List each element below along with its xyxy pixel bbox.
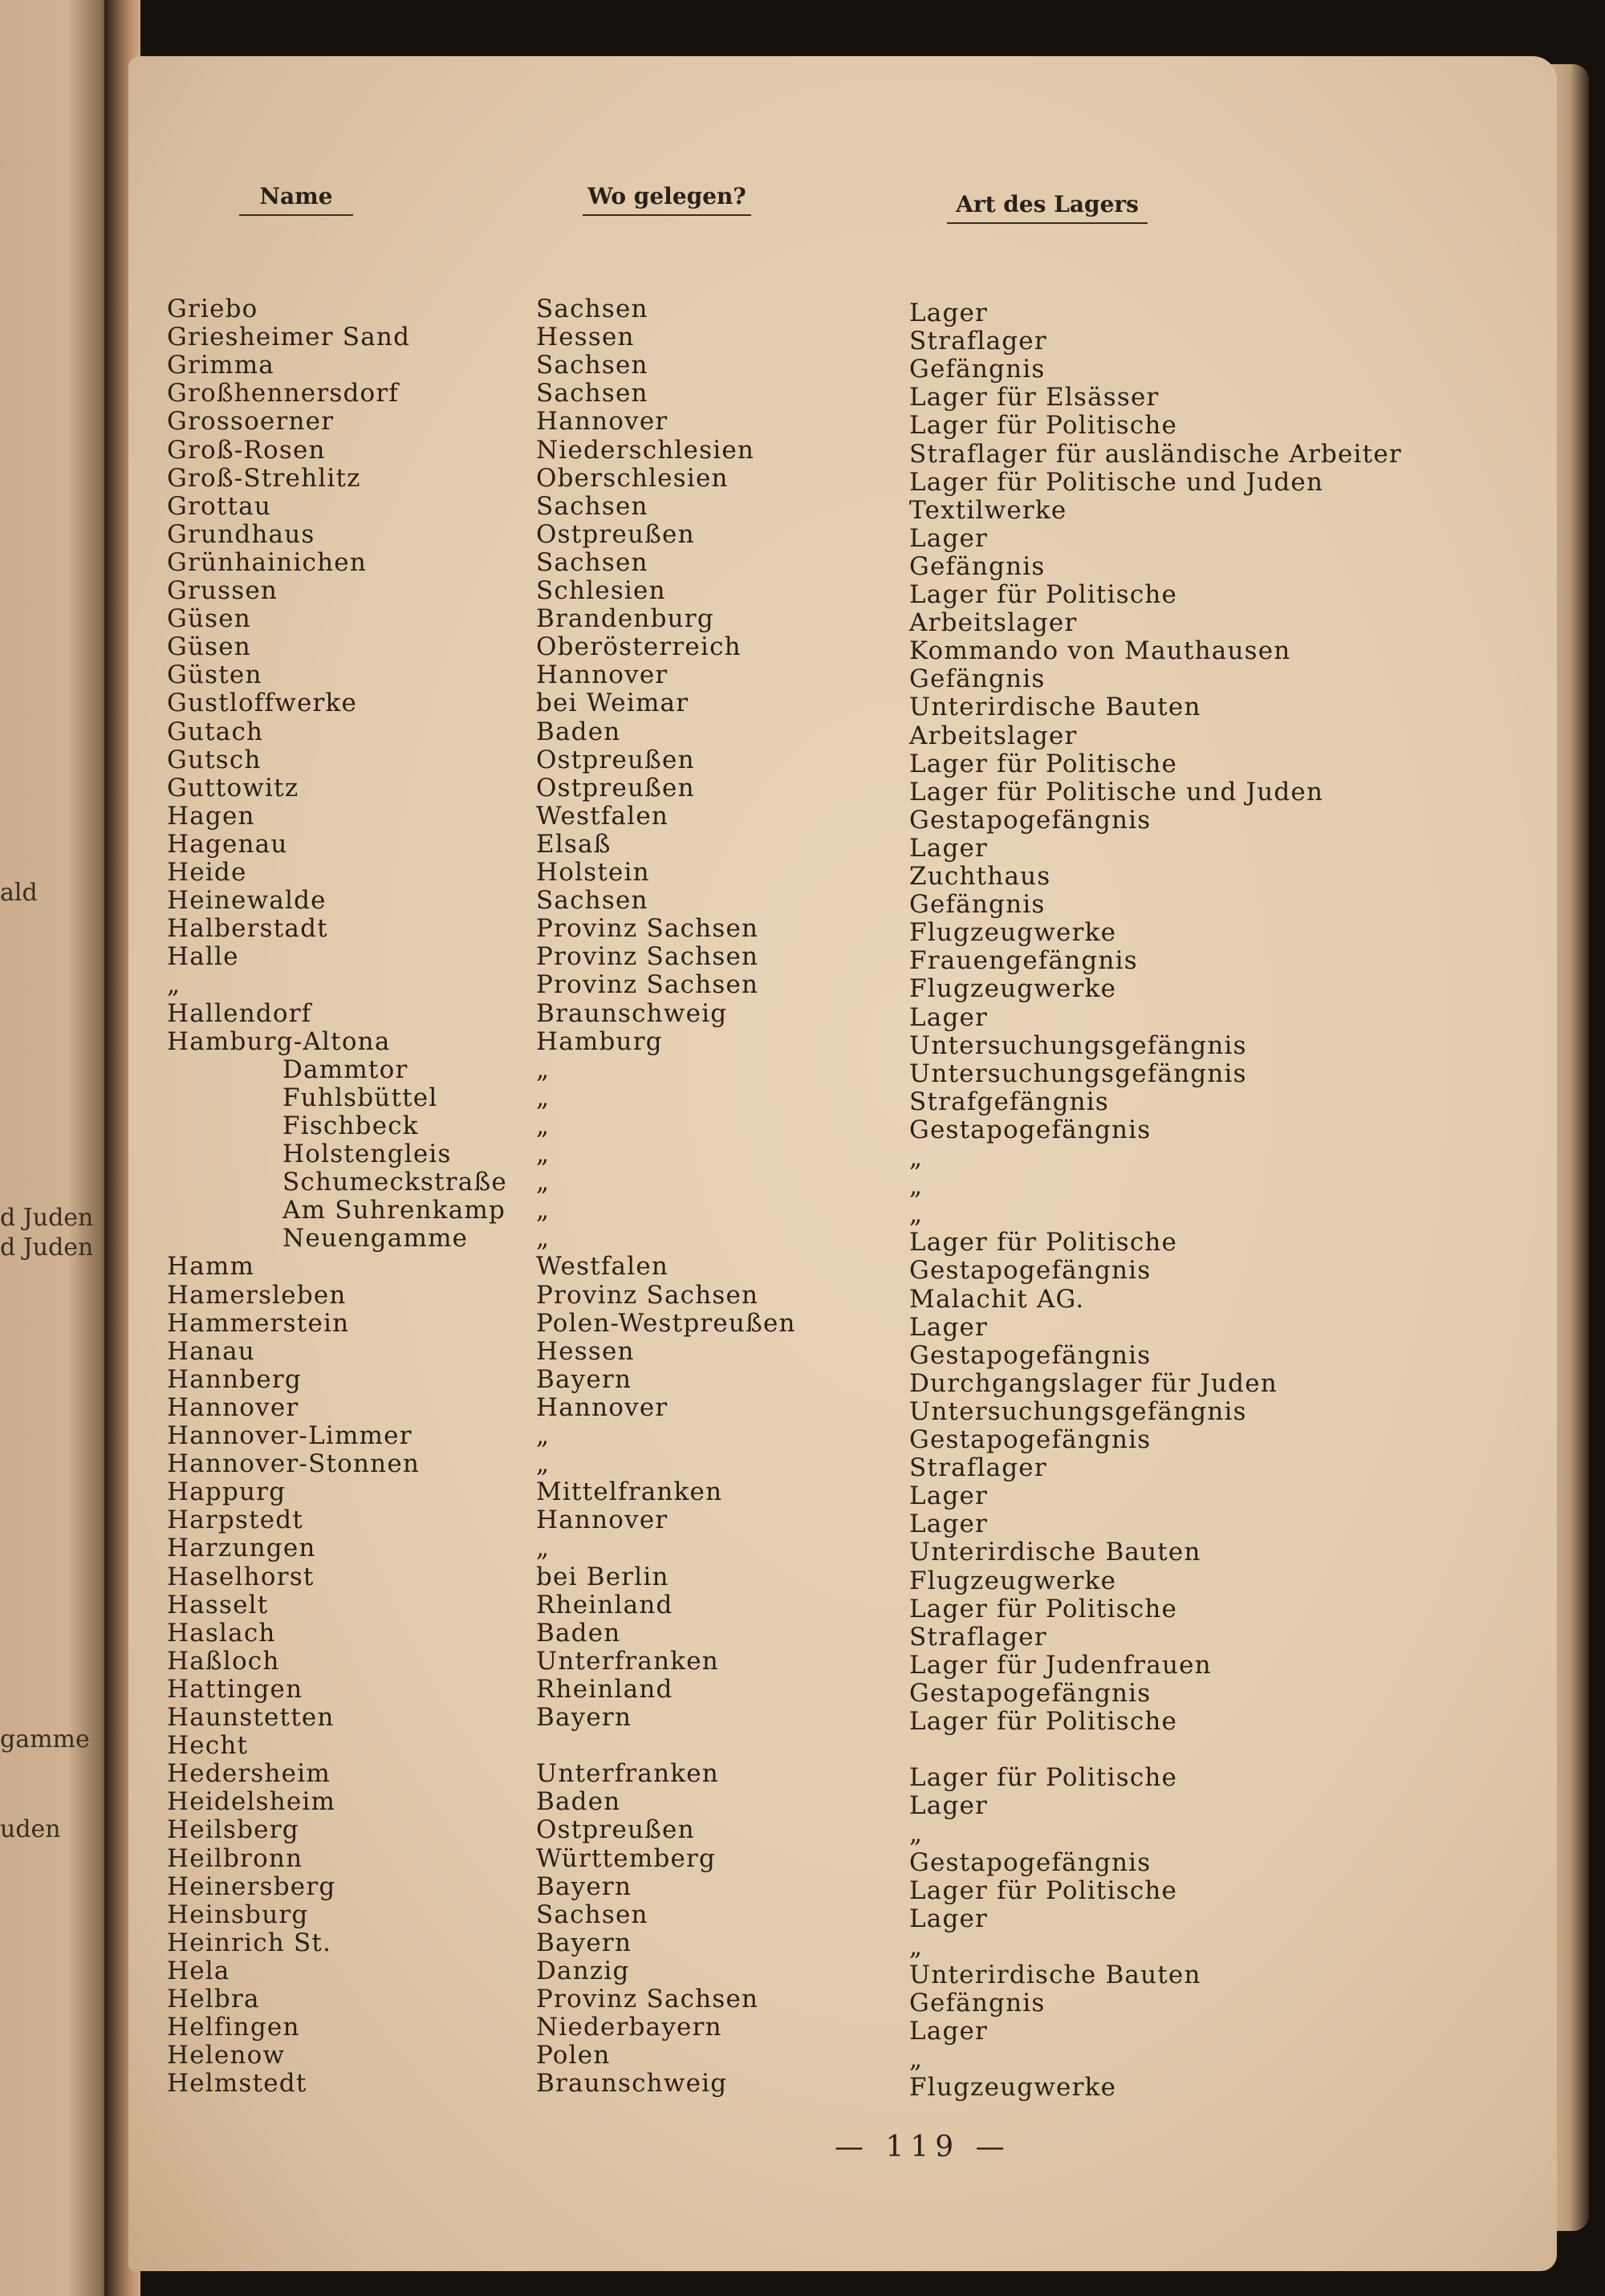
cell-name: Hasselt (167, 1591, 269, 1619)
cell-type: Untersuchungsgefängnis (909, 1031, 1247, 1060)
cell-location: Schlesien (536, 576, 666, 605)
cell-type: Lager für Politische (909, 411, 1178, 440)
cell-location: Württemberg (536, 1844, 717, 1873)
cell-location: Ostpreußen (536, 1815, 695, 1844)
cell-type: Lager für Elsässer (909, 383, 1160, 412)
cell-name: Harzungen (167, 1534, 316, 1562)
cell-type: Gestapogefängnis (909, 1341, 1152, 1370)
cell-type: Strafgefängnis (909, 1087, 1110, 1116)
cell-name: Gutsch (167, 746, 262, 774)
cell-name: Hamburg-Altona (167, 1027, 391, 1056)
cell-type: Lager (909, 1481, 989, 1510)
cell-name: Heinewalde (167, 886, 327, 915)
cell-type: Lager für Politische und Juden (909, 778, 1324, 807)
cell-location: Provinz Sachsen (536, 1985, 759, 2014)
cell-name: Neuengamme (282, 1224, 469, 1253)
cell-location: „ (536, 1055, 551, 1084)
cell-name: Hannberg (167, 1365, 302, 1394)
cell-type: Lager für Politische (909, 1763, 1178, 1792)
cell-type: Gefängnis (909, 552, 1046, 581)
cell-type: Flugzeugwerke (909, 918, 1117, 947)
cell-type: Gestapogefängnis (909, 1425, 1152, 1454)
cell-type: Gefängnis (909, 664, 1046, 693)
cell-location: Bayern (536, 1872, 632, 1901)
cell-name: Hannover-Limmer (167, 1421, 412, 1450)
cell-type: Lager für Politische (909, 1228, 1178, 1257)
cell-location: „ (536, 1224, 551, 1253)
left-page-fragment: ald (0, 879, 38, 907)
cell-location: Polen-Westpreußen (536, 1309, 796, 1338)
left-page-fragment: d Juden (0, 1233, 94, 1262)
cell-location: Hessen (536, 1337, 635, 1366)
cell-name: Hela (167, 1957, 230, 1985)
cell-name: Heidelsheim (167, 1787, 336, 1816)
cell-location: Niederschlesien (536, 436, 755, 465)
cell-location: Hamburg (536, 1027, 663, 1056)
header-type: Art des Lagers (947, 191, 1148, 224)
cell-type: Malachit AG. (909, 1285, 1085, 1314)
cell-location: Baden (536, 1787, 621, 1816)
cell-location: Unterfranken (536, 1647, 719, 1676)
cell-name: Heide (167, 858, 247, 887)
cell-location: Ostpreußen (536, 774, 695, 803)
cell-name: Haselhorst (167, 1562, 315, 1591)
cell-name: Hamm (167, 1252, 255, 1281)
cell-name: Haunstetten (167, 1703, 335, 1732)
cell-name: Groß-Rosen (167, 436, 326, 465)
cell-type: Gestapogefängnis (909, 1256, 1152, 1285)
cell-location: Hannover (536, 1506, 668, 1534)
cell-type: Kommando von Mauthausen (909, 636, 1291, 665)
cell-location: Hannover (536, 407, 668, 436)
cell-name: Harpstedt (167, 1506, 303, 1534)
cell-location: Ostpreußen (536, 520, 695, 549)
cell-name: Happurg (167, 1477, 286, 1506)
cell-location: Provinz Sachsen (536, 914, 759, 943)
cell-location: „ (536, 1449, 551, 1478)
cell-location: „ (536, 1111, 551, 1140)
cell-type: Zuchthaus (909, 862, 1051, 891)
cell-name: Heilsberg (167, 1815, 299, 1844)
cell-location: Unterfranken (536, 1759, 719, 1788)
cell-location: „ (536, 1168, 551, 1197)
cell-type: Arbeitslager (909, 608, 1078, 637)
cell-location: Provinz Sachsen (536, 970, 759, 999)
cell-location: Baden (536, 717, 621, 746)
cell-name: Fuhlsbüttel (282, 1083, 438, 1112)
cell-type: Untersuchungsgefängnis (909, 1397, 1247, 1426)
cell-type: Untersuchungsgefängnis (909, 1059, 1247, 1088)
cell-name: Halle (167, 942, 239, 971)
cell-name: Grundhaus (167, 520, 315, 549)
cell-name: Heinersberg (167, 1872, 336, 1901)
cell-type: Gefängnis (909, 355, 1046, 384)
cell-location: Holstein (536, 858, 650, 887)
cell-type: Unterirdische Bauten (909, 1538, 1201, 1567)
cell-location: Westfalen (536, 802, 669, 831)
cell-name: Holstengleis (282, 1140, 452, 1168)
cell-location: Bayern (536, 1365, 632, 1394)
cell-location: Niederbayern (536, 2013, 722, 2042)
page-number: — 119 — (835, 2131, 1011, 2164)
cell-type: Unterirdische Bauten (909, 1961, 1201, 1989)
cell-name: Grottau (167, 492, 272, 521)
cell-type: Lager für Politische und Juden (909, 468, 1324, 497)
cell-location: Bayern (536, 1703, 632, 1732)
cell-location: Sachsen (536, 295, 648, 323)
cell-type: Frauengefängnis (909, 946, 1138, 975)
cell-name: Gustloffwerke (167, 689, 358, 717)
cell-name: Grussen (167, 576, 278, 605)
cell-location: Sachsen (536, 351, 648, 380)
cell-location: bei Berlin (536, 1562, 669, 1591)
cell-location: Mittelfranken (536, 1477, 723, 1506)
cell-location: Baden (536, 1619, 621, 1648)
cell-location: Danzig (536, 1957, 630, 1985)
cell-type: Arbeitslager (909, 721, 1078, 750)
cell-type: „ (909, 1144, 924, 1172)
cell-name: Hattingen (167, 1675, 303, 1704)
header-name: Name (239, 183, 353, 216)
cell-type: „ (909, 1932, 924, 1961)
cell-type: Straflager (909, 1453, 1047, 1482)
left-page-fragment: gamme (0, 1725, 90, 1753)
cell-type: Lager (909, 299, 989, 327)
cell-name: Haßloch (167, 1647, 280, 1676)
left-page-fragment: uden (0, 1815, 61, 1843)
cell-type: Lager (909, 1904, 989, 1933)
cell-location: Provinz Sachsen (536, 942, 759, 971)
cell-location: Ostpreußen (536, 746, 695, 774)
cell-name: Hamersleben (167, 1281, 347, 1310)
cell-name: Guttowitz (167, 774, 299, 803)
left-page-edge (0, 0, 112, 2296)
cell-type: Gestapogefängnis (909, 1679, 1152, 1708)
cell-type: Flugzeugwerke (909, 1567, 1117, 1595)
cell-location: Elsaß (536, 830, 612, 859)
cell-location: „ (536, 1083, 551, 1112)
cell-location: „ (536, 1421, 551, 1450)
cell-name: Griesheimer Sand (167, 323, 411, 352)
cell-name: Güsen (167, 604, 251, 633)
cell-name: Halberstadt (167, 914, 328, 943)
cell-name: Heinrich St. (167, 1928, 332, 1957)
cell-name: Griebo (167, 295, 258, 323)
cell-name: Gutach (167, 717, 264, 746)
cell-type: „ (909, 1819, 924, 1848)
left-page-fragment: d Juden (0, 1204, 94, 1232)
cell-type: Straflager (909, 327, 1047, 356)
cell-type: Lager für Politische (909, 750, 1178, 778)
cell-name: Hannover-Stonnen (167, 1449, 421, 1478)
cell-name: Güsten (167, 660, 262, 689)
cell-name: Güsen (167, 632, 251, 661)
cell-location: Rheinland (536, 1591, 673, 1619)
cell-location: „ (536, 1534, 551, 1562)
cell-location: „ (536, 1140, 551, 1168)
cell-location: Provinz Sachsen (536, 1281, 759, 1310)
cell-location: Polen (536, 2041, 611, 2070)
cell-location: „ (536, 1196, 551, 1225)
cell-type: Lager für Politische (909, 1707, 1178, 1736)
cell-location: Sachsen (536, 492, 648, 521)
cell-name: Hagen (167, 802, 255, 831)
cell-name: Hanau (167, 1337, 255, 1366)
cell-type: Lager für Politische (909, 1876, 1178, 1905)
cell-type: Gestapogefängnis (909, 806, 1152, 835)
cell-location: Sachsen (536, 548, 648, 577)
cell-type: Lager für Politische (909, 1595, 1178, 1623)
cell-type: Lager (909, 834, 989, 863)
cell-name: Am Suhrenkamp (282, 1196, 506, 1225)
cell-name: Hagenau (167, 830, 288, 859)
cell-type: Unterirdische Bauten (909, 693, 1201, 721)
cell-name: Helbra (167, 1985, 260, 2014)
book-page (128, 56, 1557, 2271)
cell-type: Durchgangslager für Juden (909, 1369, 1278, 1398)
cell-type: Gestapogefängnis (909, 1115, 1152, 1144)
cell-location: Westfalen (536, 1252, 669, 1281)
cell-location: Brandenburg (536, 604, 714, 633)
cell-type: „ (909, 1172, 924, 1201)
cell-type: Straflager für ausländische Arbeiter (909, 440, 1402, 469)
cell-name: Haslach (167, 1619, 276, 1648)
cell-location: Hessen (536, 323, 635, 352)
cell-type: Gefängnis (909, 890, 1046, 919)
cell-name: Grimma (167, 351, 274, 380)
cell-name: Heinsburg (167, 1900, 309, 1929)
cell-location: Bayern (536, 1928, 632, 1957)
cell-location: Oberösterreich (536, 632, 742, 661)
cell-name: Großhennersdorf (167, 379, 400, 408)
cell-name: Schumeckstraße (282, 1168, 507, 1197)
cell-location: bei Weimar (536, 689, 689, 717)
cell-name: Hedersheim (167, 1759, 331, 1788)
cell-name: Grünhainichen (167, 548, 367, 577)
cell-name: „ (167, 970, 181, 999)
cell-name: Heilbronn (167, 1844, 303, 1873)
cell-type: Textilwerke (909, 496, 1067, 525)
cell-type: Gestapogefängnis (909, 1848, 1152, 1877)
cell-name: Helenow (167, 2041, 286, 2070)
cell-location: Sachsen (536, 379, 648, 408)
cell-name: Hammerstein (167, 1309, 350, 1338)
cell-location: Oberschlesien (536, 464, 729, 493)
cell-location: Hannover (536, 660, 668, 689)
cell-name: Groß-Strehlitz (167, 464, 361, 493)
cell-location: Sachsen (536, 886, 648, 915)
cell-name: Hallendorf (167, 999, 312, 1028)
cell-name: Helfingen (167, 2013, 300, 2042)
cell-location: Braunschweig (536, 2069, 728, 2098)
cell-type: Straflager (909, 1623, 1047, 1652)
cell-type: Lager (909, 2017, 989, 2046)
cell-type: Lager (909, 1510, 989, 1538)
cell-type: Lager für Judenfrauen (909, 1651, 1212, 1680)
cell-type: Lager (909, 1791, 989, 1820)
cell-type: Flugzeugwerke (909, 2073, 1117, 2102)
cell-name: Grossoerner (167, 407, 335, 436)
cell-name: Dammtor (282, 1055, 408, 1084)
cell-type: Lager für Politische (909, 580, 1178, 609)
cell-name: Hecht (167, 1731, 249, 1760)
cell-location: Hannover (536, 1393, 668, 1422)
header-location: Wo gelegen? (583, 183, 751, 216)
cell-location: Rheinland (536, 1675, 673, 1704)
cell-type: Lager (909, 1313, 989, 1342)
cell-type: Lager (909, 524, 989, 553)
cell-location: Sachsen (536, 1900, 648, 1929)
cell-name: Fischbeck (282, 1111, 419, 1140)
cell-type: Lager (909, 1003, 989, 1032)
cell-type: „ (909, 1200, 924, 1229)
cell-name: Hannover (167, 1393, 299, 1422)
cell-name: Helmstedt (167, 2069, 307, 2098)
cell-type: „ (909, 2045, 924, 2074)
cell-type: Flugzeugwerke (909, 974, 1117, 1003)
cell-location: Braunschweig (536, 999, 728, 1028)
cell-type: Gefängnis (909, 1989, 1046, 2018)
